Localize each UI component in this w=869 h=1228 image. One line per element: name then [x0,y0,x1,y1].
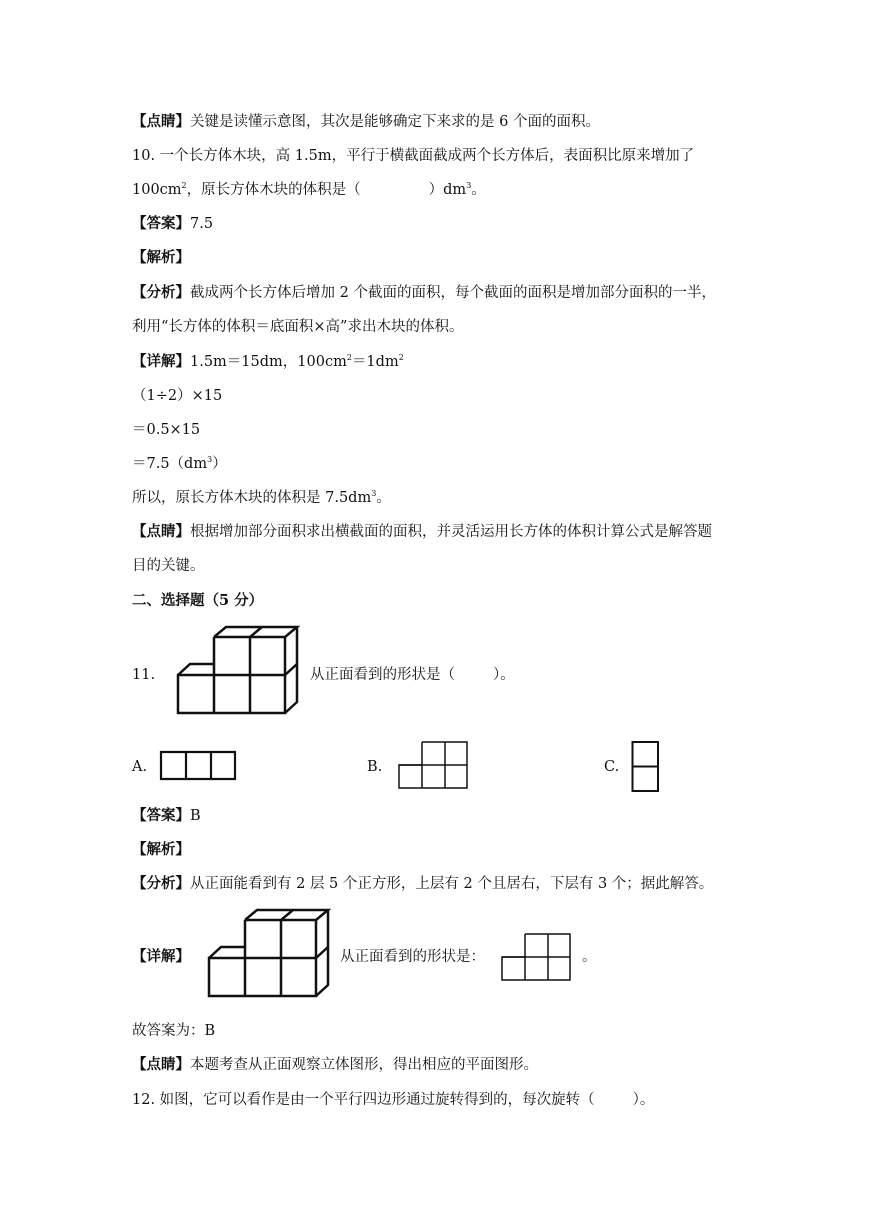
tip-tag: 【点睛】 [132,113,190,130]
q11-question [310,665,515,685]
xiangjie-text: 1.5m＝15dm，100cm [190,354,347,370]
fenxi-tag: 【分析】 [132,875,190,892]
xiangjie-tag: 【详解】 [132,948,190,965]
tip-line [132,112,600,132]
punctuation: 。 [376,490,391,506]
q10-answer [132,214,213,234]
superscript: 3 [466,181,472,190]
q10-fenxi-2: 利用“长方体的体积＝底面积×高”求出木块的体积。 [132,319,464,335]
q12-text: 12. 如图，它可以看作是由一个平行四边形通过旋转得到的，每次旋转（ [132,1092,595,1108]
q11-text: 从正面看到的形状是（ [310,667,455,683]
punctuation: ）。 [632,1092,655,1108]
q10-text: ，原长方体木块的体积是（ [186,182,361,198]
option-c-label[interactable]: C. [604,759,620,775]
q11-answer [132,806,201,826]
conclusion-text: 所以，原长方体木块的体积是 7.5dm [132,490,372,506]
q10-calc-2: ＝0.5×15 [132,422,201,438]
fenxi-text: 截成两个长方体后增加 2 个截面的面积，每个截面的面积是增加部分面积的一半， [190,285,716,301]
q11-jiexi: 【解析】 [132,841,190,858]
dianjing-tag: 【点睛】 [132,1056,190,1073]
answer-tag: 【答案】 [132,807,190,824]
answer-value: 7.5 [190,216,214,232]
superscript: 3 [207,455,213,464]
superscript: 2 [346,353,352,362]
calc-text: ＝7.5（dm [132,456,208,472]
q10-calc-3 [132,454,227,474]
xiangjie-text: ＝1dm [351,354,399,370]
q10-xiangjie [132,352,404,372]
fenxi-text: 从正面能看到有 2 层 5 个正方形，上层有 2 个且居右，下层有 3 个；据此解答。 [190,876,714,892]
tip-text: 关键是读懂示意图，其次是能够确定下来求的是 6 个面的面积。 [190,114,600,130]
xiangjie-tag: 【详解】 [132,353,190,370]
dianjing-text: 根据增加部分面积求出横截面的面积，并灵活运用长方体的体积计算公式是解答题 [190,524,712,540]
superscript: 2 [398,353,404,362]
q11-number: 11. [132,667,156,683]
q11-conclusion: 故答案为：B [132,1023,216,1039]
question-10-line-1: 10. 一个长方体木块，高 1.5m，平行于横截面截成两个长方体后，表面积比原来增加了 [132,148,695,164]
q10-area-value: 100cm [132,182,182,198]
calc-text: ） [212,456,227,472]
option-a-label[interactable]: A. [132,759,148,775]
superscript: 3 [371,489,377,498]
q10-conclusion [132,488,391,508]
q11-detail-cube-figure [207,908,331,1000]
q11-cube-stack-figure [176,625,300,717]
punctuation: 。 [471,182,486,198]
fenxi-tag: 【分析】 [132,284,190,301]
question-12 [132,1090,654,1110]
option-a-figure[interactable] [160,750,238,782]
q10-jiexi: 【解析】 [132,249,190,266]
option-c-figure[interactable] [631,740,661,794]
q11-xiangjie-text: 从正面看到的形状是： [340,949,485,965]
q11-xiangjie-tag [132,947,190,967]
option-b-figure[interactable] [398,740,471,792]
q11-dianjing [132,1055,538,1075]
q11-fenxi [132,874,713,894]
punctuation: ）。 [493,667,515,683]
answer-tag: 【答案】 [132,215,190,232]
q10-unit: ）dm [428,182,467,198]
q10-calc-1: （1÷2）×15 [132,388,223,404]
option-b-label[interactable]: B. [367,759,383,775]
answer-value: B [190,808,201,824]
q10-fenxi-1 [132,283,716,303]
q11-front-view-figure [501,932,574,984]
q10-dianjing-2: 目的关键。 [132,558,205,574]
dianjing-tag: 【点睛】 [132,523,190,540]
question-10-line-2 [132,180,486,200]
superscript: 2 [181,181,187,190]
q10-dianjing-1 [132,522,712,542]
q11-xiangjie-end: 。 [582,949,597,965]
dianjing-text: 本题考查从正面观察立体图形，得出相应的平面图形。 [190,1057,538,1073]
section-title: 二、选择题（5 分） [132,592,264,609]
